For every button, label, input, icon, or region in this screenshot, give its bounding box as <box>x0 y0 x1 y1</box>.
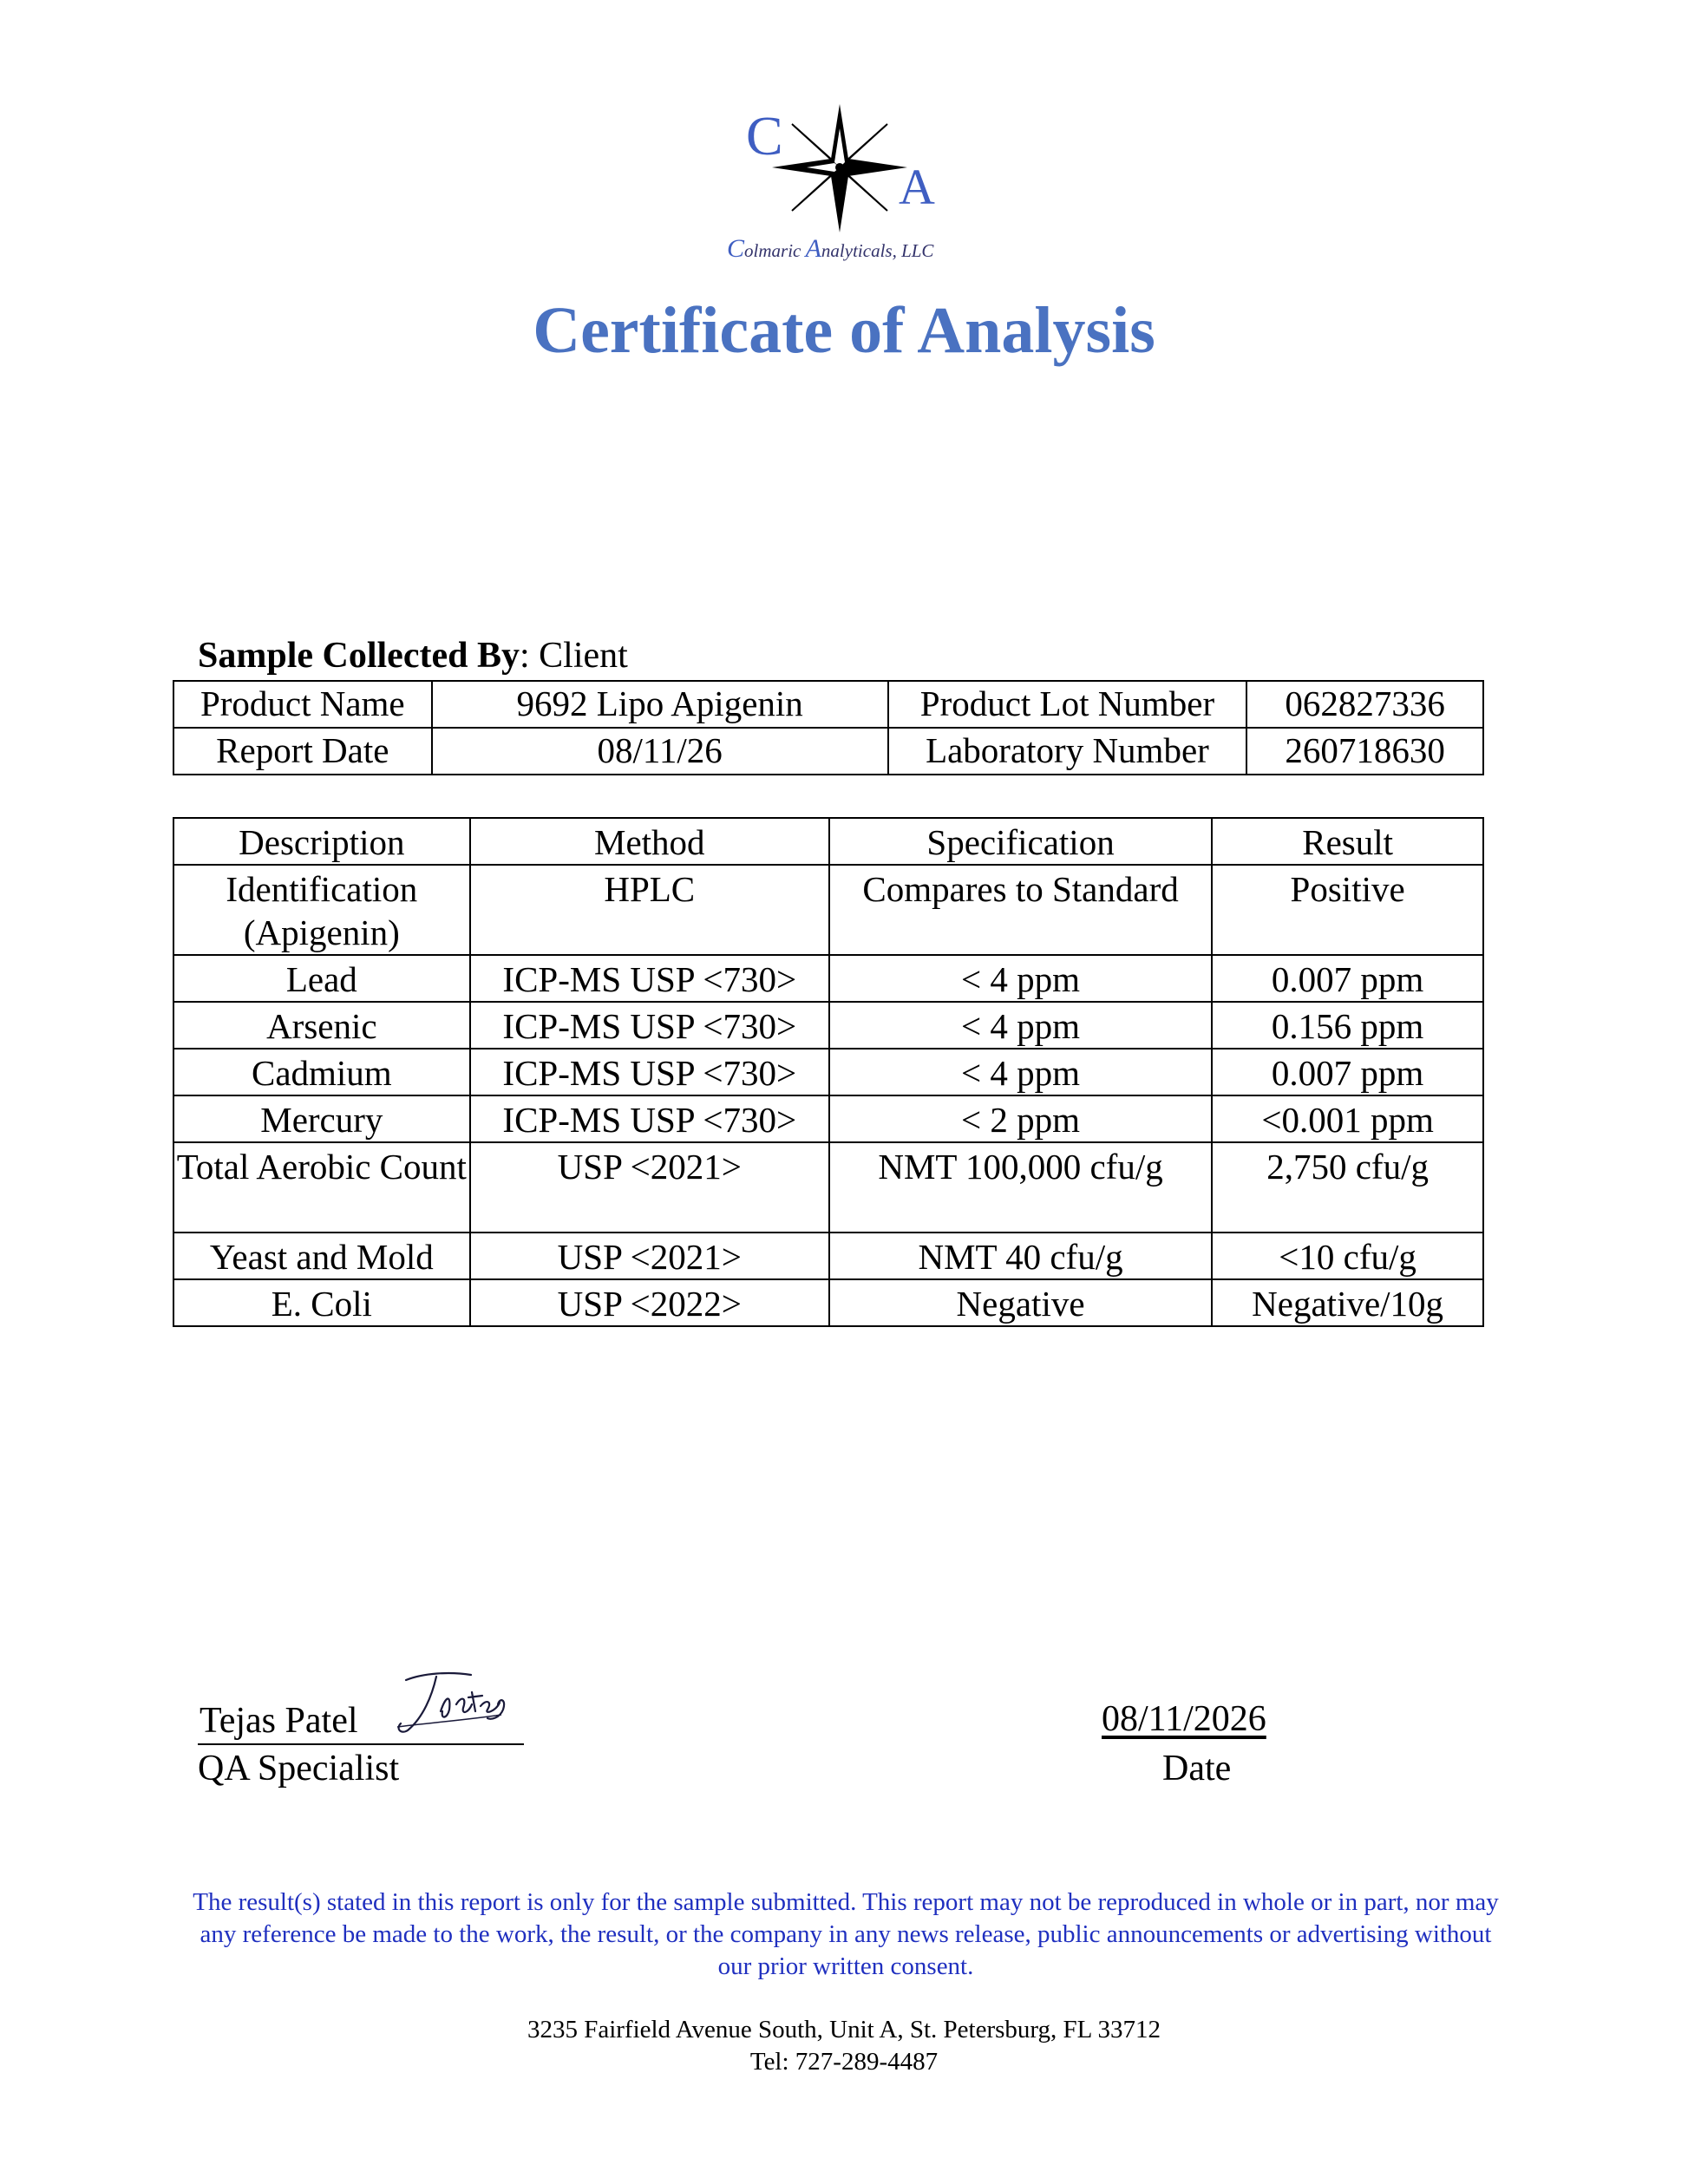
footer-contact <box>0 2014 1688 2078</box>
table-row <box>173 1279 1483 1326</box>
table-row <box>173 1095 1483 1142</box>
address-line: 3235 Fairfield Avenue South, Unit A, St. Petersburg, FL 33712 <box>527 2016 1161 2043</box>
cell-result: <0.001 ppm <box>1212 1095 1483 1142</box>
cell-description: Identification (Apigenin) <box>173 865 470 955</box>
cell-specification: Compares to Standard <box>829 865 1212 955</box>
cell-result: Positive <box>1212 865 1483 955</box>
cell-description: Cadmium <box>173 1049 470 1095</box>
signer-name: Tejas Patel <box>200 1701 358 1741</box>
cell-method: ICP-MS USP <730> <box>470 1049 829 1095</box>
table-row <box>173 1049 1483 1095</box>
cell-specification: < 4 ppm <box>829 955 1212 1002</box>
report-date-label: Report Date <box>173 728 432 775</box>
company-logo <box>710 102 970 271</box>
report-date-value: 08/11/26 <box>432 728 888 775</box>
table-row <box>173 681 1483 728</box>
lot-number-value: 062827336 <box>1246 681 1483 728</box>
cell-specification: NMT 100,000 cfu/g <box>829 1142 1212 1233</box>
table-row <box>173 865 1483 955</box>
cell-result: <10 cfu/g <box>1212 1233 1483 1279</box>
product-name-value: 9692 Lipo Apigenin <box>432 681 888 728</box>
sample-collected-label: Sample Collected By <box>198 636 520 676</box>
cell-result: Negative/10g <box>1212 1279 1483 1326</box>
cell-description: Yeast and Mold <box>173 1233 470 1279</box>
logo-letter-a: A <box>899 159 935 215</box>
product-name-label: Product Name <box>173 681 432 728</box>
lab-number-value: 260718630 <box>1246 728 1483 775</box>
cell-specification: NMT 40 cfu/g <box>829 1233 1212 1279</box>
cell-description: E. Coli <box>173 1279 470 1326</box>
cell-result: 0.007 ppm <box>1212 1049 1483 1095</box>
cell-method: USP <2021> <box>470 1142 829 1233</box>
cell-description: Total Aerobic Count <box>173 1142 470 1233</box>
cell-specification: < 2 ppm <box>829 1095 1212 1142</box>
header-result: Result <box>1212 818 1483 865</box>
date-label: Date <box>1162 1749 1232 1788</box>
cell-method: USP <2021> <box>470 1233 829 1279</box>
table-row <box>173 728 1483 775</box>
handwritten-signature <box>389 1670 510 1739</box>
signer-role: QA Specialist <box>198 1749 400 1788</box>
cell-result: 0.156 ppm <box>1212 1002 1483 1049</box>
lot-number-label: Product Lot Number <box>888 681 1246 728</box>
disclaimer-text: The result(s) stated in this report is only for the sample submitted. This report may not be reproduced in whole or in part, nor may any reference be made to the work, the result, or the company in any news release, public announcements or advertising without our prior written consent. <box>193 1888 1499 1980</box>
cell-method: ICP-MS USP <730> <box>470 955 829 1002</box>
cell-description: Arsenic <box>173 1002 470 1049</box>
phone-line: Tel: 727-289-4487 <box>749 2048 939 2076</box>
cell-method: HPLC <box>470 865 829 955</box>
sign-date: 08/11/2026 <box>1102 1699 1266 1739</box>
page-title: Certificate of Analysis <box>533 294 1155 367</box>
results-table <box>173 817 1484 1327</box>
signature-line <box>198 1743 524 1745</box>
table-header-row <box>173 818 1483 865</box>
cell-description: Lead <box>173 955 470 1002</box>
cell-method: ICP-MS USP <730> <box>470 1002 829 1049</box>
cell-specification: < 4 ppm <box>829 1049 1212 1095</box>
table-row <box>173 955 1483 1002</box>
sample-collected-value: : Client <box>519 636 628 676</box>
sample-collected-by <box>198 635 628 677</box>
table-row <box>173 1233 1483 1279</box>
cell-specification: Negative <box>829 1279 1212 1326</box>
product-info-table <box>173 680 1484 775</box>
cell-result: 0.007 ppm <box>1212 955 1483 1002</box>
header-description: Description <box>173 818 470 865</box>
logo-letter-c: C <box>746 105 783 167</box>
cell-result: 2,750 cfu/g <box>1212 1142 1483 1233</box>
table-row <box>173 1142 1483 1233</box>
header-method: Method <box>470 818 829 865</box>
table-row <box>173 1002 1483 1049</box>
lab-number-label: Laboratory Number <box>888 728 1246 775</box>
cell-specification: < 4 ppm <box>829 1002 1212 1049</box>
cell-description: Mercury <box>173 1095 470 1142</box>
header-specification: Specification <box>829 818 1212 865</box>
cell-method: USP <2022> <box>470 1279 829 1326</box>
logo-company-name: Colmaric Analyticals, LLC <box>727 234 934 263</box>
cell-method: ICP-MS USP <730> <box>470 1095 829 1142</box>
